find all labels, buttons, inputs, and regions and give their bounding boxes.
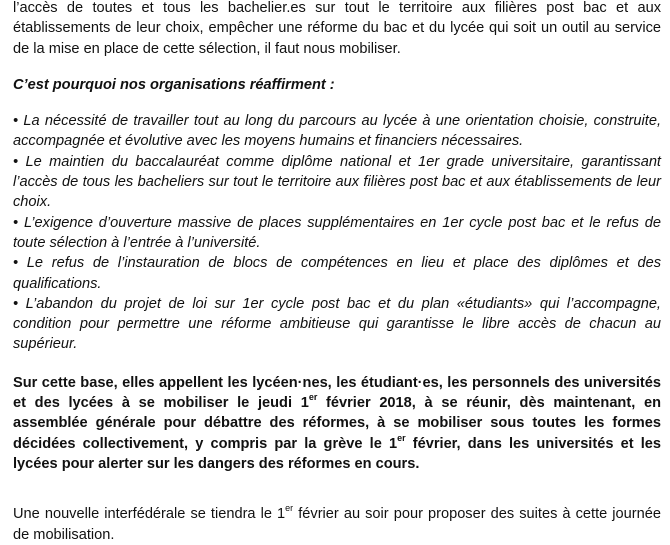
list-item: • La nécessité de travailler tout au long du parcours au lycée à une orientation choisie, construite, accompagnée et évolutive avec les moyens humains et financiers nécessaires. (13, 113, 661, 150)
list-item: • L’abandon du projet de loi sur 1er cycle post bac et du plan «étudiants» qui l’accompagne, condition pour permettre une réforme ambitieuse qui garantisse le libre accès de chacun au supérieur. (13, 295, 661, 353)
superscript: er (308, 392, 318, 403)
call-text-part-3: février, dans les universités et les lycées pour alerter sur les dangers des réformes en cours. (13, 435, 662, 472)
superscript: er (285, 503, 294, 514)
closing-text-part-2: février au soir pour proposer des suites à cette journée de mobilisation. (13, 506, 661, 543)
demands-list (13, 111, 661, 355)
superscript: er (397, 432, 406, 443)
document-page (13, 0, 661, 545)
closing-paragraph (13, 504, 661, 545)
list-item: • Le refus de l’instauration de blocs de compétences en lieu et place des diplômes et des qualifications. (13, 255, 661, 292)
call-to-action-paragraph (13, 373, 661, 474)
closing-text-part-1: Une nouvelle interfédérale se tiendra le 1 (13, 506, 286, 523)
call-text-part-2: février 2018, à se réunir, dès maintenant, en assemblée générale pour débattre des réformes, à se mobiliser sous toutes les formes décidées collectivement, y compris par la grève le 1 (13, 395, 661, 452)
call-text-part-1: Sur cette base, elles appellent les lycéen·nes, les étudiant·es, les personnels des universités et des lycées à se mobiliser le jeudi 1 (13, 374, 661, 412)
list-item: • Le maintien du baccalauréat comme diplôme national et 1er grade universitaire, garantissant l’accès de tous les bacheliers sur tout le territoire aux filières post bac et aux établissements de leur choix. (13, 153, 661, 211)
list-item: • L’exigence d’ouverture massive de places supplémentaires en 1er cycle post bac et le refus de toute sélection à l’entrée à l’université. (13, 214, 661, 251)
section-heading: C’est pourquoi nos organisations réaffirment : (13, 76, 335, 93)
intro-paragraph: l’accès de toutes et tous les bachelier.es sur tout le territoire aux filières post bac et aux établissements de leur choix, empêcher une réforme du bac et du lycée qui soit un outil au service de la mise en place de cette sélection, il faut nous mobiliser. (13, 0, 661, 57)
